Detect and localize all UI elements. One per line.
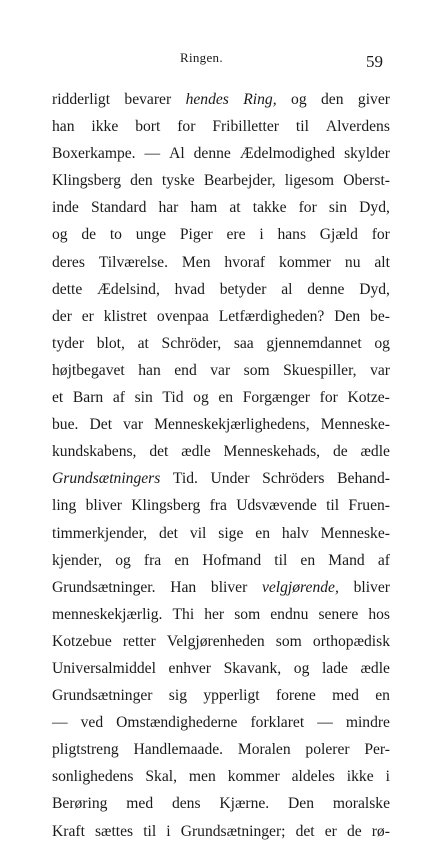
word: Fruen- (348, 497, 390, 515)
text-line (52, 574, 390, 601)
word: sin (134, 389, 153, 407)
word: Behand- (337, 470, 390, 488)
word: var (370, 361, 390, 379)
word: alt (374, 253, 390, 271)
word: han (138, 361, 161, 379)
word: blot, (96, 334, 125, 352)
text-line (52, 520, 390, 547)
word: bliver (210, 578, 248, 596)
word: tyder (52, 334, 85, 352)
word: Alverdens (325, 118, 390, 136)
word: Kraft (52, 822, 85, 840)
word: sættes (94, 822, 134, 840)
word: forene (275, 687, 316, 705)
word: Universalmiddel (52, 659, 156, 677)
word: Omstændighederne (116, 714, 238, 732)
text-line (52, 601, 390, 628)
word: bevarer (124, 91, 172, 108)
word: Handlemaade. (133, 741, 224, 759)
word: klistret (103, 307, 148, 325)
word: de (332, 443, 348, 461)
word: vil (189, 524, 207, 542)
word: Piger (179, 226, 213, 244)
word: Grundsætninger (52, 687, 153, 705)
word: hvad (174, 280, 205, 298)
word: og (52, 226, 68, 244)
word: denne (193, 145, 231, 163)
italic-word: hendes (185, 91, 229, 108)
word: der (52, 307, 72, 325)
word: han (52, 118, 75, 136)
word: en (375, 687, 390, 705)
text-line (52, 113, 390, 140)
body-text (52, 86, 390, 845)
word: al (281, 280, 293, 298)
word: Ædelmodighed (239, 145, 336, 163)
word: af (377, 551, 390, 569)
word: Hofmand (202, 551, 262, 569)
word: en (218, 389, 234, 407)
text-line (52, 276, 390, 303)
italic-word: Ring, (243, 91, 277, 108)
word: Gjæld (319, 226, 358, 244)
word: med (332, 687, 359, 705)
italic-word: Grundsætningers (52, 470, 161, 488)
word: Men (181, 253, 211, 271)
word: pligtstreng (52, 741, 119, 759)
word: for (298, 199, 317, 217)
text-line (52, 303, 390, 330)
word: sig (168, 687, 187, 705)
word: i (385, 768, 390, 786)
word: kundskabens, (52, 443, 137, 461)
word: Per- (364, 741, 390, 759)
word: bort (135, 118, 161, 136)
word: Menneske- (320, 416, 390, 434)
word: Skavank, (223, 659, 282, 677)
word: senere (318, 605, 359, 623)
text-line (52, 249, 390, 276)
text-line (52, 465, 390, 492)
word: fra (143, 551, 162, 569)
running-head (0, 50, 448, 70)
word: Barn (72, 389, 104, 407)
word: Tilværelse. (98, 253, 168, 271)
word: betyder (219, 280, 267, 298)
word: ikke (346, 768, 374, 786)
word: er (324, 822, 337, 840)
italic-word: velgjørende, (261, 578, 339, 596)
word: Grundsætninger. (52, 578, 156, 596)
word: ridderligt (52, 91, 111, 108)
word: Velgjørenheden (166, 632, 265, 650)
text-line (52, 790, 390, 817)
word: Tid (162, 389, 184, 407)
word: hvoraf (224, 253, 266, 271)
word: Klingsberg (52, 172, 122, 190)
word: og (291, 91, 307, 108)
word: polerer (305, 741, 350, 759)
word: Menneskehads, (223, 443, 321, 461)
word: ypperligt (203, 687, 260, 705)
word: Kotzebue (52, 632, 112, 650)
word: Dyd, (359, 280, 390, 298)
word: endnu (270, 605, 309, 623)
word: den (130, 172, 153, 190)
word: Klingsberg (131, 497, 201, 515)
word: Menneskekjærlighedens, (154, 416, 310, 434)
word: for (177, 118, 196, 136)
word: den (321, 91, 344, 108)
text-line (52, 140, 390, 167)
word: Det (89, 416, 113, 434)
word: Den (288, 795, 314, 813)
word: og (293, 659, 310, 677)
word: at (229, 199, 241, 217)
word: — (144, 145, 161, 163)
word: enhver (168, 659, 211, 677)
word: Mand (328, 551, 365, 569)
text-line (52, 357, 390, 384)
word: Tid. (172, 470, 198, 488)
word: Bearbejder, (203, 172, 276, 190)
word: takke (252, 199, 287, 217)
word: dens (171, 795, 201, 813)
word: forklaret (250, 714, 305, 732)
word: rø- (371, 822, 390, 840)
word: denne (307, 280, 345, 298)
text-line (52, 547, 390, 574)
word: for (319, 389, 338, 407)
word: ham (190, 199, 218, 217)
word: Menneske- (320, 524, 390, 542)
word: men (188, 768, 216, 786)
word: saa (233, 334, 254, 352)
word: halv (281, 524, 309, 542)
word: hans (277, 226, 307, 244)
word: ædle (360, 659, 390, 677)
text-line (52, 682, 390, 709)
word: ikke (91, 118, 119, 136)
word: det (158, 524, 179, 542)
word: timmerkjender, (52, 524, 148, 542)
word: mindre (345, 714, 390, 732)
word: Moralen (237, 741, 291, 759)
word: en (174, 551, 190, 569)
word: med (126, 795, 154, 813)
word: til (274, 551, 288, 569)
word: bliver (85, 497, 122, 515)
word: tyske (161, 172, 195, 190)
word: som (243, 361, 270, 379)
word: højtbegavet (52, 361, 125, 379)
text-line (52, 709, 390, 736)
word: af (112, 389, 125, 407)
word: skylder (344, 145, 390, 163)
word: aldeles (291, 768, 335, 786)
word: Berøring (52, 795, 108, 813)
word: ere (226, 226, 246, 244)
word: det (149, 443, 169, 461)
word: lade (321, 659, 348, 677)
word: har (158, 199, 179, 217)
word: kjender, (52, 551, 103, 569)
word: Den (334, 307, 361, 325)
text-line (52, 221, 390, 248)
word: nu (344, 253, 361, 271)
word: sin (328, 199, 348, 217)
word: som (275, 632, 302, 650)
word: og (115, 551, 131, 569)
word: bliver (353, 578, 390, 596)
text-line (52, 655, 390, 682)
running-title: Ringen. (180, 50, 223, 65)
word: unge (135, 226, 167, 244)
word: Letfærdigheden? (218, 307, 325, 325)
word: og (374, 334, 390, 352)
word: be- (370, 307, 390, 325)
word: en (300, 551, 316, 569)
text-line (52, 763, 390, 790)
word: at (137, 334, 149, 352)
text-line (52, 818, 390, 845)
word: her (204, 605, 225, 623)
word: orthopædisk (312, 632, 390, 650)
word: Kotze- (347, 389, 390, 407)
text-line (52, 194, 390, 221)
word: til (326, 497, 340, 515)
word: til (295, 118, 309, 136)
word: Boxerkampe. (52, 145, 136, 163)
word: kommer (279, 253, 331, 271)
word: inde (52, 199, 79, 217)
word: i (259, 226, 264, 244)
text-line (52, 167, 390, 194)
word: Al (169, 145, 185, 163)
word: Standard (90, 199, 147, 217)
word: til (143, 822, 157, 840)
word: ædle (181, 443, 211, 461)
word: bue. (52, 416, 79, 434)
text-line (52, 628, 390, 655)
word: de (346, 822, 362, 840)
word: var (210, 361, 231, 379)
word: giver (357, 91, 390, 108)
word: og (193, 389, 209, 407)
word: deres (52, 253, 85, 271)
text-line (52, 384, 390, 411)
word: Forgænger (242, 389, 310, 407)
word: i (166, 822, 171, 840)
word: er (81, 307, 94, 325)
text-line (52, 492, 390, 519)
text-line (52, 86, 390, 113)
text-line (52, 736, 390, 763)
word: de (81, 226, 97, 244)
word: var (123, 416, 144, 434)
word: hos (368, 605, 390, 623)
word: end (174, 361, 197, 379)
word: Han (170, 578, 197, 596)
word: to (109, 226, 122, 244)
word: for (371, 226, 390, 244)
text-line (52, 411, 390, 438)
word: ved (80, 714, 104, 732)
word: gjennemdannet (266, 334, 362, 352)
word: Grundsætninger; (180, 822, 286, 840)
word: Skal, (145, 768, 177, 786)
word: Fribilletter (212, 118, 280, 136)
word: en (255, 524, 271, 542)
word: dette (52, 280, 83, 298)
word: som (234, 605, 261, 623)
word: Oberst- (343, 172, 390, 190)
word: Dyd, (359, 199, 390, 217)
word: Ædelsind, (97, 280, 160, 298)
word: Skuespiller, (283, 361, 357, 379)
word: fra (209, 497, 227, 515)
page-number: 59 (366, 52, 383, 71)
word: ling (52, 497, 77, 515)
word: ædle (360, 443, 390, 461)
word: sonlighedens (52, 768, 134, 786)
word: Under (210, 470, 250, 488)
word: menneskekjærlig. (52, 605, 163, 623)
text-line (52, 438, 390, 465)
word: Udsvævende (236, 497, 317, 515)
word: — (317, 714, 333, 732)
word: moralske (332, 795, 390, 813)
word: kommer (227, 768, 280, 786)
word: et (52, 389, 64, 407)
word: det (295, 822, 315, 840)
word: Schröders (262, 470, 325, 488)
word: Schröder, (161, 334, 222, 352)
word: sige (218, 524, 244, 542)
word: ligesom (284, 172, 335, 190)
word: Thi (172, 605, 195, 623)
word: retter (122, 632, 156, 650)
word: — (52, 714, 68, 732)
word: ovenpaa (156, 307, 209, 325)
text-line (52, 330, 390, 357)
word: Kjærne. (219, 795, 270, 813)
